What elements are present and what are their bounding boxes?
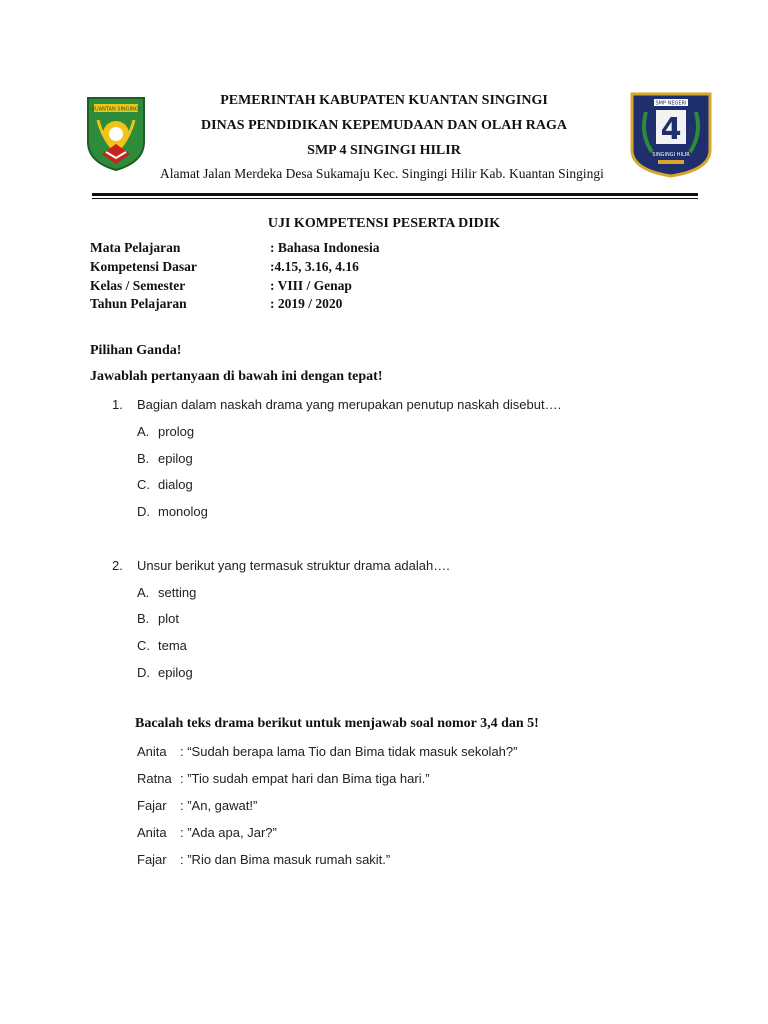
- option-letter: D.: [137, 504, 150, 519]
- dialogue-text: : “Sudah berapa lama Tio dan Bima tidak masuk sekolah?”: [180, 744, 518, 759]
- info-value: :4.15, 3.16, 4.16: [270, 259, 359, 274]
- option-text: prolog: [158, 424, 195, 439]
- svg-text:SMP NEGERI: SMP NEGERI: [655, 100, 687, 107]
- school-badge-logo: [628, 90, 714, 178]
- header-rule-thin: [92, 198, 698, 199]
- exam-title: UJI KOMPETENSI PESERTA DIDIK: [267, 216, 501, 231]
- dialogue-text: : ”Ada apa, Jar?”: [180, 825, 277, 840]
- question-text: Unsur berikut yang termasuk struktur drama adalah….: [137, 558, 450, 573]
- header-rule-thick: [92, 193, 698, 196]
- speaker-name: Fajar: [137, 798, 167, 813]
- section-title: Pilihan Ganda!: [90, 343, 182, 358]
- dialogue-text: : ”An, gawat!”: [180, 798, 258, 813]
- speaker-name: Ratna: [137, 771, 172, 786]
- info-value: : 2019 / 2020: [270, 296, 343, 311]
- option-text: epilog: [158, 665, 193, 680]
- section-instruction: Jawablah pertanyaan di bawah ini dengan tepat!: [90, 369, 383, 384]
- info-value: : Bahasa Indonesia: [270, 240, 380, 255]
- dialogue-text: : ”Tio sudah empat hari dan Bima tiga hari.”: [180, 771, 430, 786]
- option-letter: C.: [137, 638, 150, 653]
- speaker-name: Fajar: [137, 852, 167, 867]
- school-address: Alamat Jalan Merdeka Desa Sukamaju Kec. Singingi Hilir Kab. Kuantan Singingi: [160, 166, 604, 181]
- question-text: Bagian dalam naskah drama yang merupakan penutup naskah disebut….: [137, 397, 562, 412]
- option-text: dialog: [158, 477, 193, 492]
- school-name: SMP 4 SINGINGI HILIR: [307, 143, 461, 158]
- option-letter: C.: [137, 477, 150, 492]
- government-line: PEMERINTAH KABUPATEN KUANTAN SINGINGI: [220, 93, 548, 108]
- question-number: 1.: [112, 397, 123, 412]
- option-text: tema: [158, 638, 187, 653]
- svg-text:KUANTAN SINGINGI: KUANTAN SINGINGI: [91, 106, 141, 113]
- reading-instruction: Bacalah teks drama berikut untuk menjawab soal nomor 3,4 dan 5!: [135, 716, 539, 731]
- info-label: Mata Pelajaran: [90, 240, 181, 255]
- info-label: Kompetensi Dasar: [90, 259, 197, 274]
- option-letter: A.: [137, 424, 150, 439]
- dialogue-text: : ”Rio dan Bima masuk rumah sakit.”: [180, 852, 391, 867]
- option-letter: D.: [137, 665, 150, 680]
- svg-text:SINGINGI HILIR: SINGINGI HILIR: [652, 152, 690, 158]
- speaker-name: Anita: [137, 825, 167, 840]
- option-text: monolog: [158, 504, 208, 519]
- info-value: : VIII / Genap: [270, 278, 352, 293]
- question-number: 2.: [112, 558, 123, 573]
- option-letter: B.: [137, 451, 150, 466]
- svg-text:4: 4: [660, 112, 682, 147]
- speaker-name: Anita: [137, 744, 167, 759]
- department-line: DINAS PENDIDIKAN KEPEMUDAAN DAN OLAH RAGA: [201, 118, 567, 133]
- info-label: Tahun Pelajaran: [90, 296, 187, 311]
- option-text: setting: [158, 585, 197, 600]
- option-letter: A.: [137, 585, 150, 600]
- option-letter: B.: [137, 611, 150, 626]
- option-text: plot: [158, 611, 179, 626]
- option-text: epilog: [158, 451, 193, 466]
- info-label: Kelas / Semester: [90, 278, 186, 293]
